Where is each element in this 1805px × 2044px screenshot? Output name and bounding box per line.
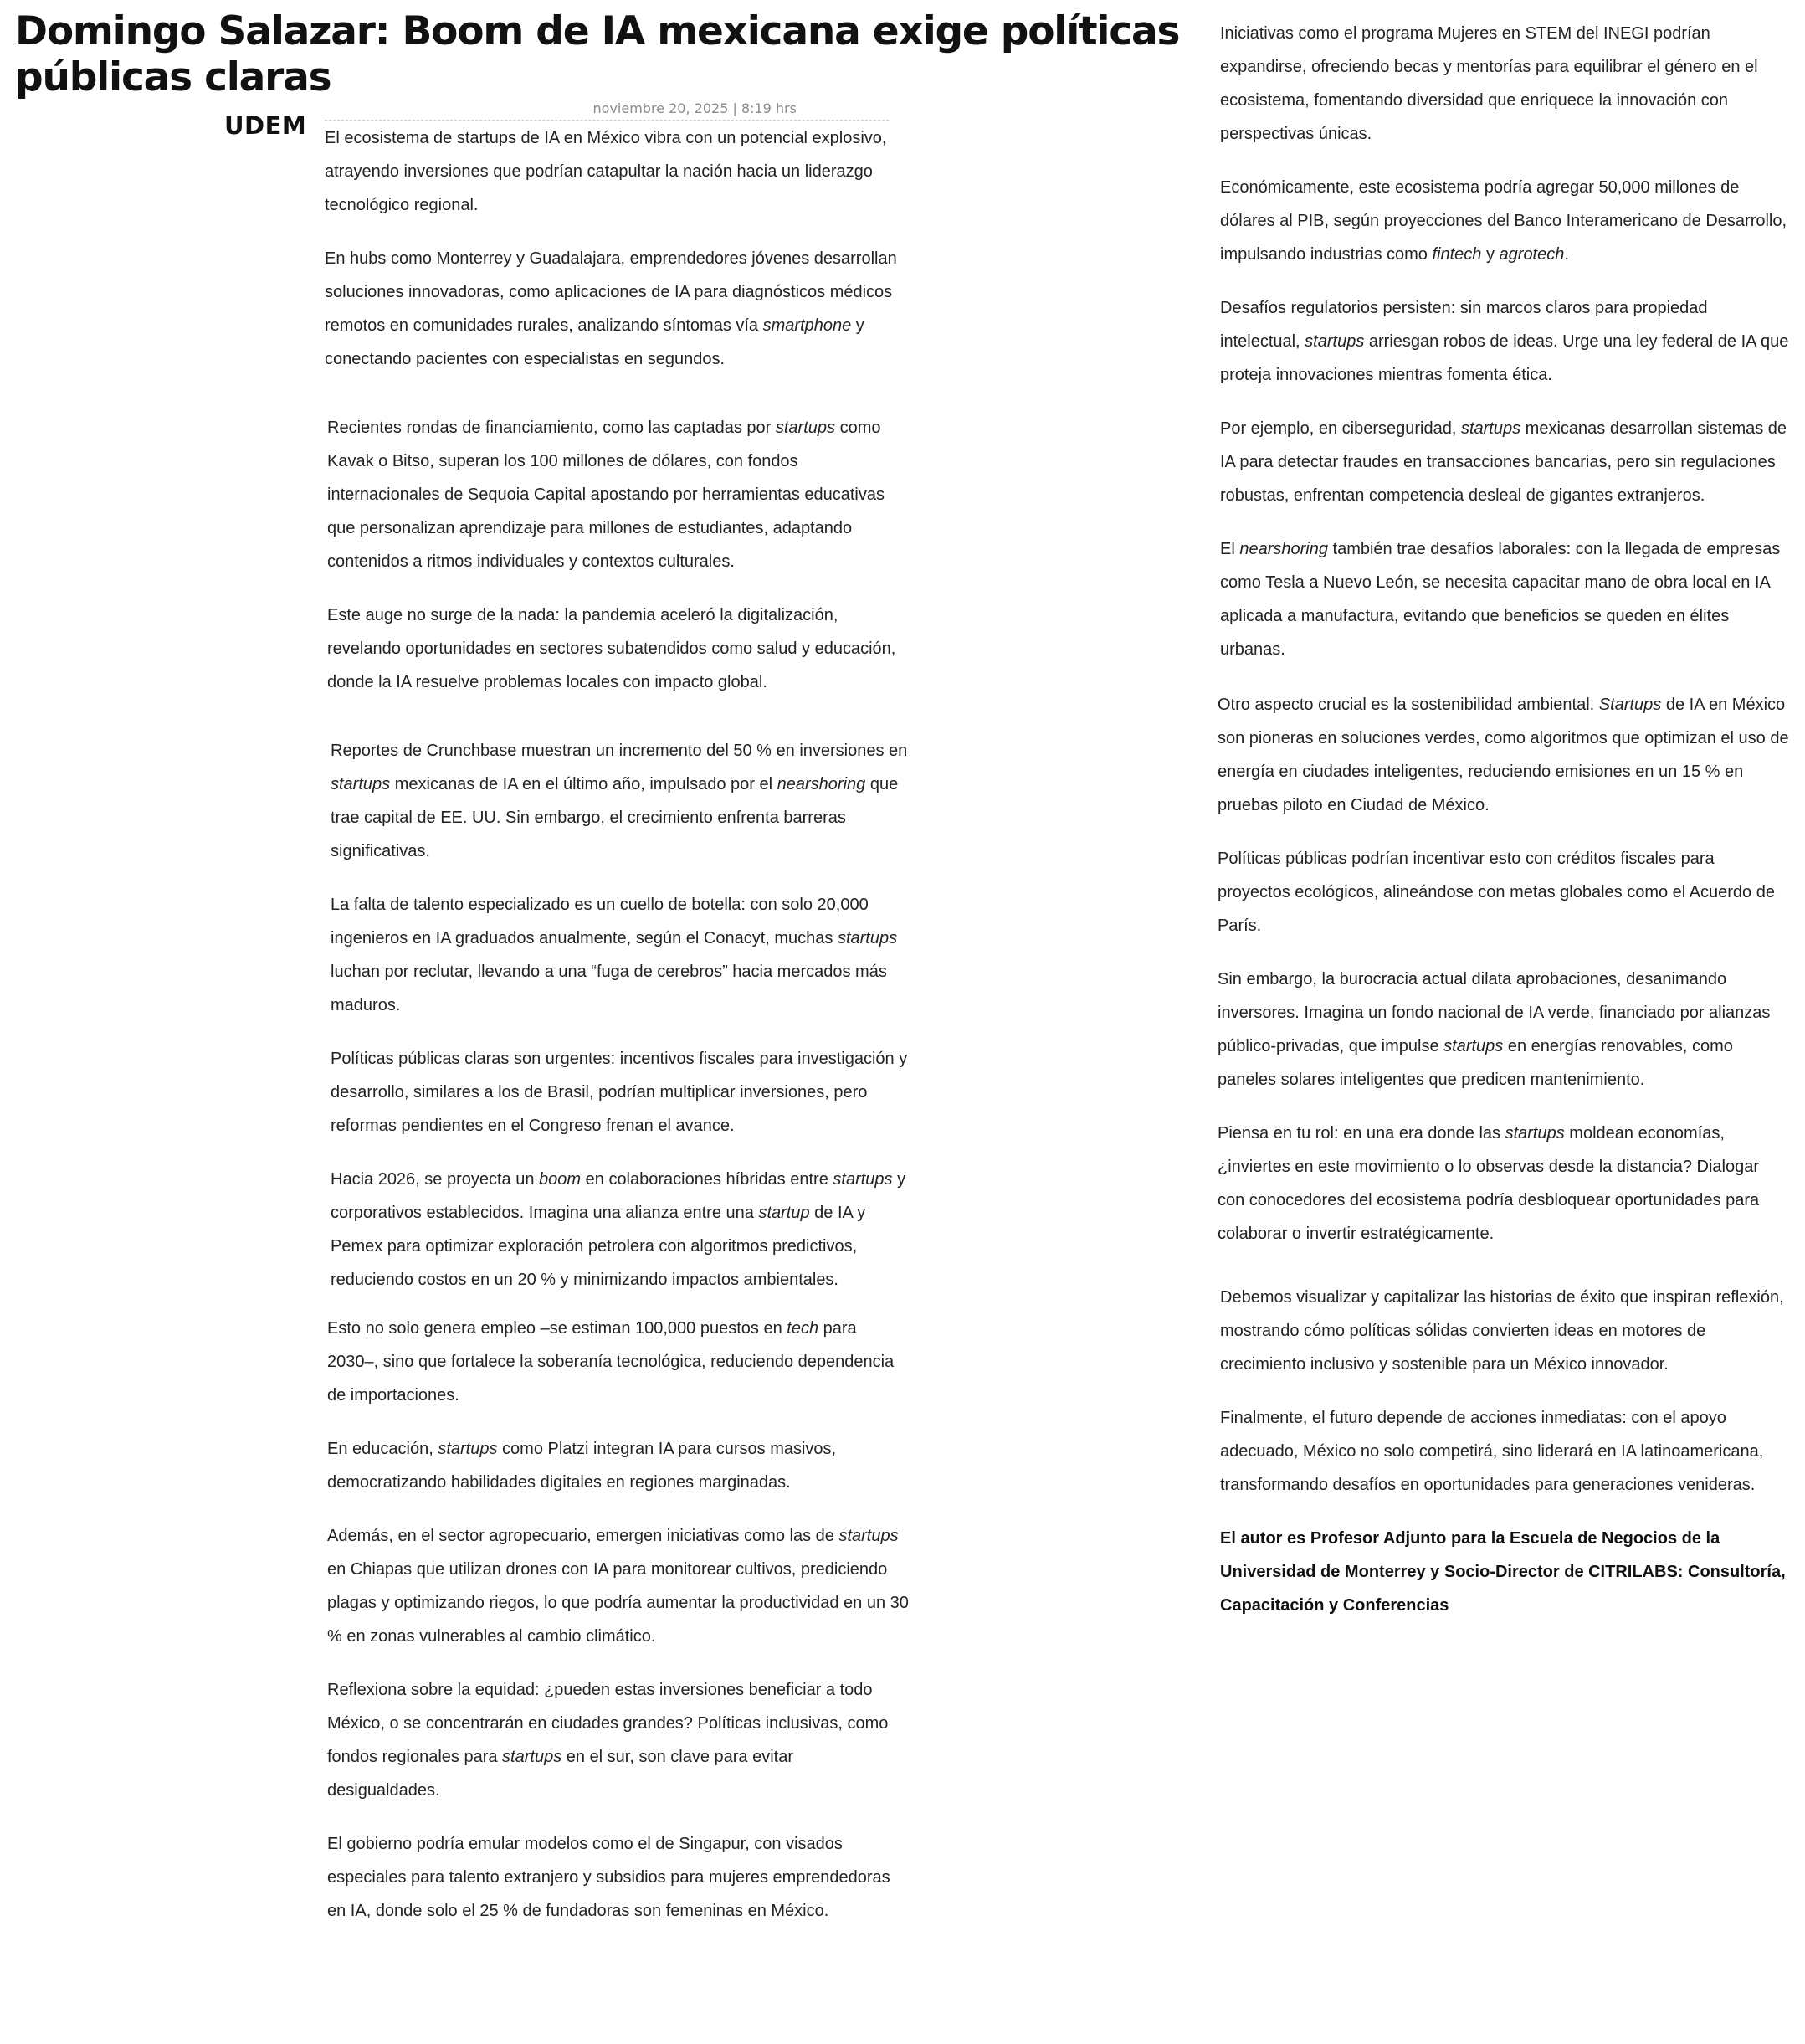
paragraph: Piensa en tu rol: en una era donde las startups moldean economías, ¿inviertes en este movimiento o lo observas desde la distancia? Dialogar con conocedores del ecosistema podría desbloquear oportunidades para colaborar o invertir estratégicamente. xyxy=(1218,1124,1760,1243)
paragraph: Políticas públicas claras son urgentes: incentivos fiscales para investigación y desarrollo, similares a los de Brasil, podrían multiplicar inversiones, pero reformas pendientes en el Congreso frenan el avance. xyxy=(331,1050,908,1135)
paragraph: Políticas públicas podrían incentivar esto con créditos fiscales para proyectos ecológicos, alineándose con metas globales como el Acuerdo de París. xyxy=(1218,850,1775,935)
paragraph: Económicamente, este ecosistema podría agregar 50,000 millones de dólares al PIB, según proyecciones del Banco Interamericano de Desarrollo, impulsando industrias como fintech y agrotech. xyxy=(1220,178,1787,264)
author-bio: El autor es Profesor Adjunto para la Escuela de Negocios de la Universidad de Monterrey y Socio-Director de CITRILABS: Consultoría, Capacitación y Conferencias xyxy=(1220,1529,1786,1615)
paragraph: Recientes rondas de financiamiento, como las captadas por startups como Kavak o Bitso, superan los 100 millones de dólares, con fondos internacionales de Sequoia Capital apostando por herramientas educativas que personalizan aprendizaje para millones de estudiantes, adaptando contenidos a ritmos individuales y contextos culturales. xyxy=(327,419,885,571)
paragraph: En hubs como Monterrey y Guadalajara, emprendedores jóvenes desarrollan soluciones innovadoras, como aplicaciones de IA para diagnósticos médicos remotos en comunidades rurales, analizando síntomas vía smartphone y conectando pacientes con especialistas en segundos. xyxy=(325,249,897,368)
paragraph: Hacia 2026, se proyecta un boom en colaboraciones híbridas entre startups y corporativos establecidos. Imagina una alianza entre una startup de IA y Pemex para optimizar exploración petrolera con algoritmos predictivos, reduciendo costos en un 20 % y minimizando impactos ambientales. xyxy=(331,1170,906,1289)
paragraph: Debemos visualizar y capitalizar las historias de éxito que inspiran reflexión, mostrando cómo políticas sólidas convierten ideas en motores de crecimiento inclusivo y sostenible para un México innovador. xyxy=(1220,1288,1784,1374)
paragraph: En educación, startups como Platzi integran IA para cursos masivos, democratizando habilidades digitales en regiones marginadas. xyxy=(327,1440,837,1492)
paragraph: Por ejemplo, en ciberseguridad, startups mexicanas desarrollan sistemas de IA para detectar fraudes en transacciones bancarias, pero sin regulaciones robustas, enfrentan competencia desleal de gigantes extranjeros. xyxy=(1220,419,1787,505)
paragraph: Esto no solo genera empleo –se estiman 100,000 puestos en tech para 2030–, sino que fortalece la soberanía tecnológica, reduciendo dependencia de importaciones. xyxy=(327,1319,895,1405)
article-body-left xyxy=(325,121,910,1928)
paragraph: Otro aspecto crucial es la sostenibilidad ambiental. Startups de IA en México son pioneras en soluciones verdes, como algoritmos que optimizan el uso de energía en ciudades inteligentes, reduciendo emisiones en un 15 % en pruebas piloto en Ciudad de México. xyxy=(1218,696,1789,814)
paragraph: Finalmente, el futuro depende de acciones inmediatas: con el apoyo adecuado, México no solo competirá, sino liderará en IA latinoamericana, transformando desafíos en oportunidades para generaciones venideras. xyxy=(1220,1409,1764,1494)
paragraph: Este auge no surge de la nada: la pandemia aceleró la digitalización, revelando oportunidades en sectores subatendidos como salud y educación, donde la IA resuelve problemas locales con impacto global. xyxy=(327,606,896,691)
paragraph: Sin embargo, la burocracia actual dilata aprobaciones, desanimando inversores. Imagina un fondo nacional de IA verde, financiado por alianzas público-privadas, que impulse startups en energías renovables, como paneles solares inteligentes que predicen mantenimiento. xyxy=(1218,970,1771,1089)
publish-date: noviembre 20, 2025 | 8:19 hrs xyxy=(325,100,889,121)
article-title: Domingo Salazar: Boom de IA mexicana exige políticas públicas claras xyxy=(15,8,1180,100)
article-body-right xyxy=(1220,17,1789,1622)
paragraph: Además, en el sector agropecuario, emergen iniciativas como las de startups en Chiapas que utilizan drones con IA para monitorear cultivos, prediciendo plagas y optimizando riegos, lo que podría aumentar la productividad en un 30 % en zonas vulnerables al cambio climático. xyxy=(327,1527,909,1646)
source-label: UDEM xyxy=(224,111,307,140)
paragraph: El ecosistema de startups de IA en México vibra con un potencial explosivo, atrayendo inversiones que podrían catapultar la nación hacia un liderazgo tecnológico regional. xyxy=(325,129,887,214)
paragraph: La falta de talento especializado es un cuello de botella: con solo 20,000 ingenieros en IA graduados anualmente, según el Conacyt, muchas startups luchan por reclutar, llevando a una “fuga de cerebros” hacia mercados más maduros. xyxy=(331,896,898,1014)
paragraph: Reportes de Crunchbase muestran un incremento del 50 % en inversiones en startups mexicanas de IA en el último año, impulsado por el nearshoring que trae capital de EE. UU. Sin embargo, el crecimiento enfrenta barreras significativas. xyxy=(331,742,908,860)
paragraph: Desafíos regulatorios persisten: sin marcos claros para propiedad intelectual, startups arriesgan robos de ideas. Urge una ley federal de IA que proteja innovaciones mientras fomenta ética. xyxy=(1220,299,1789,384)
paragraph: Reflexiona sobre la equidad: ¿pueden estas inversiones beneficiar a todo México, o se concentrarán en ciudades grandes? Políticas inclusivas, como fondos regionales para startups en el sur, son clave para evitar desigualdades. xyxy=(327,1681,889,1800)
paragraph: El gobierno podría emular modelos como el de Singapur, con visados especiales para talento extranjero y subsidios para mujeres emprendedoras en IA, donde solo el 25 % de fundadoras son femeninas en México. xyxy=(327,1835,890,1920)
paragraph: Iniciativas como el programa Mujeres en STEM del INEGI podrían expandirse, ofreciendo becas y mentorías para equilibrar el género en el ecosistema, fomentando diversidad que enriquece la innovación con perspectivas únicas. xyxy=(1220,24,1758,143)
paragraph: El nearshoring también trae desafíos laborales: con la llegada de empresas como Tesla a Nuevo León, se necesita capacitar mano de obra local en IA aplicada a manufactura, evitando que beneficios se queden en élites urbanas. xyxy=(1220,540,1781,659)
